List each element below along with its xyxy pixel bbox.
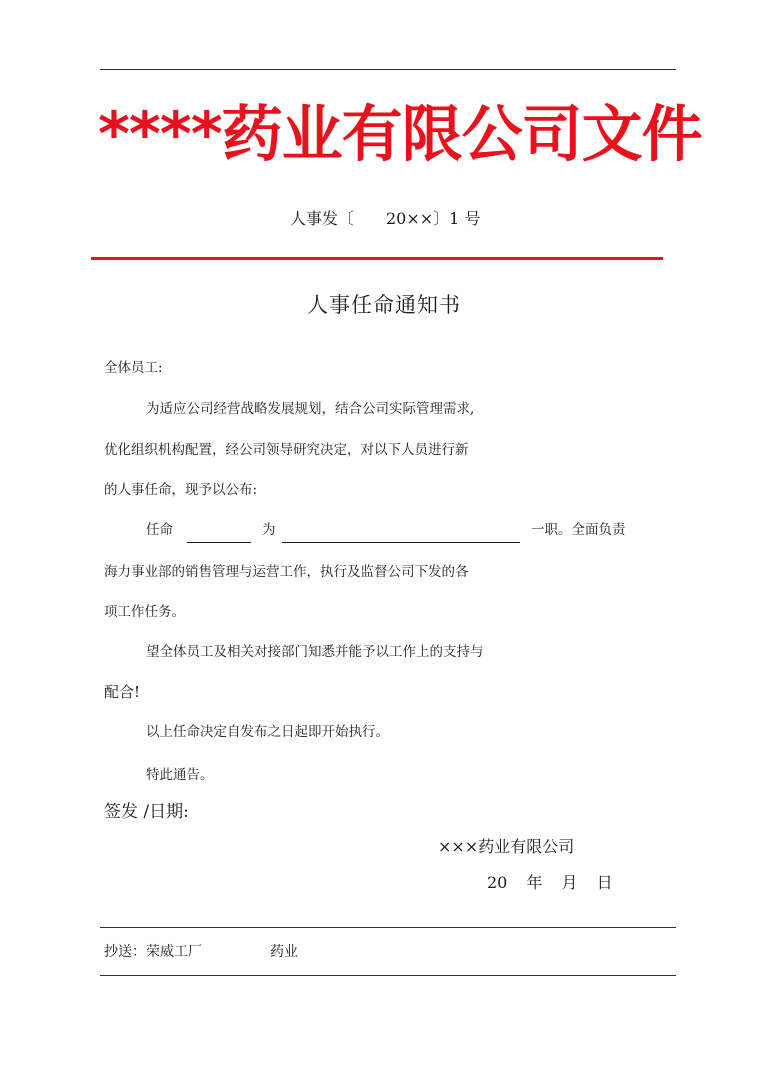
cc-line: 抄送：荣威工厂 (104, 944, 202, 960)
appointee-name-blank (187, 542, 251, 543)
paragraph-line: 项工作任务。 (104, 604, 185, 620)
paragraph-line: 优化组织机构配置，经公司领导研究决定，对以下人员进行新 (104, 442, 469, 458)
salutation: 全体员工: (104, 360, 163, 376)
signature-date: 20 年 月 日 (487, 873, 613, 892)
red-divider (91, 257, 663, 260)
company-signature: ×××药业有限公司 (438, 837, 575, 856)
paragraph-line: 特此通告。 (146, 767, 214, 783)
as-label: 为 (262, 522, 276, 538)
sign-date-label: 签发 /日期: (104, 802, 189, 822)
paragraph-line: 为适应公司经营战略发展规划，结合公司实际管理需求, (146, 401, 475, 417)
document-number: 人事发〔 20××〕1 号 (290, 209, 481, 228)
notice-heading: 人事任命通知书 (307, 293, 461, 317)
company-file-title: ****药业有限公司文件 (98, 99, 702, 170)
cc-recipient: 药业 (270, 944, 298, 960)
paragraph-line: 望全体员工及相关对接部门知悉并能予以工作上的支持与 (146, 644, 484, 660)
paragraph-line: 海力事业部的销售管理与运营工作，执行及监督公司下发的各 (104, 564, 469, 580)
appoint-label: 任命 (146, 522, 173, 538)
footer-bottom-divider (100, 975, 676, 976)
position-blank (282, 542, 520, 543)
paragraph-line: 配合! (104, 683, 141, 701)
top-divider (100, 69, 676, 70)
paragraph-line: 一职。全面负责 (531, 522, 626, 538)
footer-top-divider (100, 927, 676, 928)
paragraph-line: 以上任命决定自发布之日起即开始执行。 (146, 724, 389, 740)
paragraph-line: 的人事任命，现予以公布: (104, 482, 258, 498)
